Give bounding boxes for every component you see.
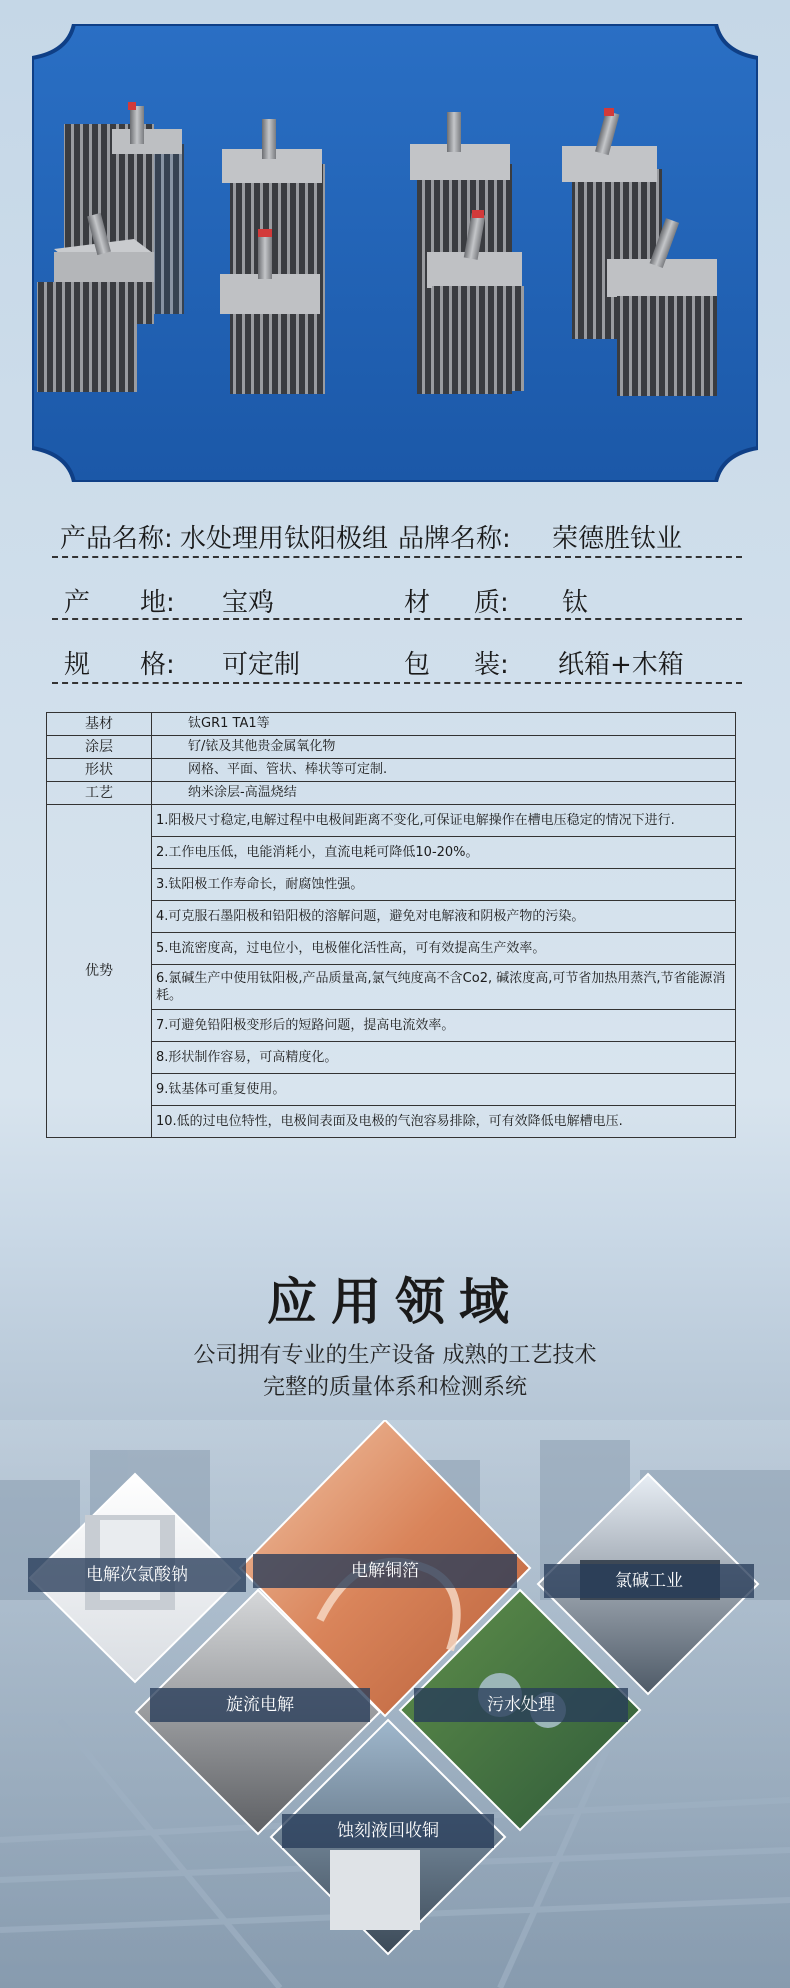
properties-table — [46, 712, 736, 1138]
divider — [52, 556, 742, 558]
process-key: 工艺 — [47, 782, 152, 805]
product-name-label: 产品名称: — [60, 524, 173, 554]
package-value: 纸箱+木箱 — [558, 650, 684, 680]
table-row — [47, 736, 736, 759]
application-tiles — [0, 1420, 790, 1988]
table-row — [47, 713, 736, 736]
advantage-item: 6.氯碱生产中使用钛阳极,产品质量高,氯气纯度高不含Co2, 碱浓度高,可节省加热用蒸汽,节省能源消耗。 — [152, 965, 736, 1010]
process-value: 纳米涂层-高温烧结 — [152, 782, 736, 805]
anode-group-2 — [220, 119, 325, 394]
base-material-key: 基材 — [47, 713, 152, 736]
table-row — [47, 759, 736, 782]
applications-subtitle-2: 完整的质量体系和检测系统 — [262, 1375, 527, 1400]
divider — [52, 682, 742, 684]
advantage-item: 5.电流密度高，过电位小，电极催化活性高，可有效提高生产效率。 — [152, 933, 736, 965]
material-label-1: 材 — [404, 588, 431, 618]
product-name-value: 水处理用钛阳极组 — [180, 524, 389, 554]
table-row — [47, 805, 736, 837]
tile-label-etching-copper: 蚀刻液回收铜 — [282, 1814, 494, 1848]
brand-name-value: 荣德胜钛业 — [552, 524, 683, 554]
advantage-item: 8.形状制作容易，可高精度化。 — [152, 1042, 736, 1074]
spec-label-1: 规 — [64, 650, 91, 680]
origin-label-2: 地: — [140, 588, 175, 618]
advantage-item: 4.可克服石墨阳极和铅阳极的溶解问题，避免对电解液和阴极产物的污染。 — [152, 901, 736, 933]
table-row — [47, 782, 736, 805]
anode-group-3 — [410, 112, 524, 394]
coating-value: 钌/铱及其他贵金属氧化物 — [152, 736, 736, 759]
advantage-item: 9.钛基体可重复使用。 — [152, 1074, 736, 1106]
tile-label-copper-foil: 电解铜箔 — [253, 1554, 517, 1588]
shape-value: 网格、平面、管状、棒状等可定制. — [152, 759, 736, 782]
advantage-item: 10.低的过电位特性，电极间表面及电极的气泡容易排除，可有效降低电解槽电压. — [152, 1106, 736, 1138]
spec-row-origin — [52, 576, 742, 622]
product-photo — [32, 24, 758, 482]
brand-name-label: 品牌名称: — [398, 524, 511, 554]
base-material-value: 钛GR1 TA1等 — [152, 713, 736, 736]
spec-value: 可定制 — [222, 650, 301, 680]
material-label-2: 质: — [474, 588, 509, 618]
package-label-1: 包 — [404, 650, 431, 680]
coating-key: 涂层 — [47, 736, 152, 759]
tile-label-wastewater: 污水处理 — [414, 1688, 628, 1722]
applications-title: 应用领域 — [267, 1272, 523, 1331]
advantage-item: 7.可避免铅阳极变形后的短路问题，提高电流效率。 — [152, 1010, 736, 1042]
advantage-item: 1.阳极尺寸稳定,电解过程中电极间距离不变化,可保证电解操作在槽电压稳定的情况下进行. — [152, 805, 736, 837]
material-value: 钛 — [562, 588, 589, 618]
applications-scene — [0, 1420, 790, 1988]
spec-row-spec — [52, 638, 742, 684]
applications-subtitle-1: 公司拥有专业的生产设备 成熟的工艺技术 — [193, 1343, 597, 1368]
advantage-item: 3.钛阳极工作寿命长，耐腐蚀性强。 — [152, 869, 736, 901]
divider — [52, 618, 742, 620]
origin-label-1: 产 — [64, 588, 91, 618]
advantage-item: 2.工作电压低，电能消耗小，直流电耗可降低10-20%。 — [152, 837, 736, 869]
tile-label-cyclone-electrolysis: 旋流电解 — [150, 1688, 370, 1722]
shape-key: 形状 — [47, 759, 152, 782]
spec-label-2: 格: — [140, 650, 175, 680]
spec-row-product — [52, 512, 742, 558]
tile-label-hypochlorite: 电解次氯酸钠 — [28, 1558, 246, 1592]
package-label-2: 装: — [474, 650, 509, 680]
advantage-key: 优势 — [47, 805, 152, 1138]
tile-label-chlor-alkali: 氯碱工业 — [544, 1564, 754, 1598]
origin-value: 宝鸡 — [222, 588, 275, 618]
product-photo-frame — [32, 24, 758, 482]
